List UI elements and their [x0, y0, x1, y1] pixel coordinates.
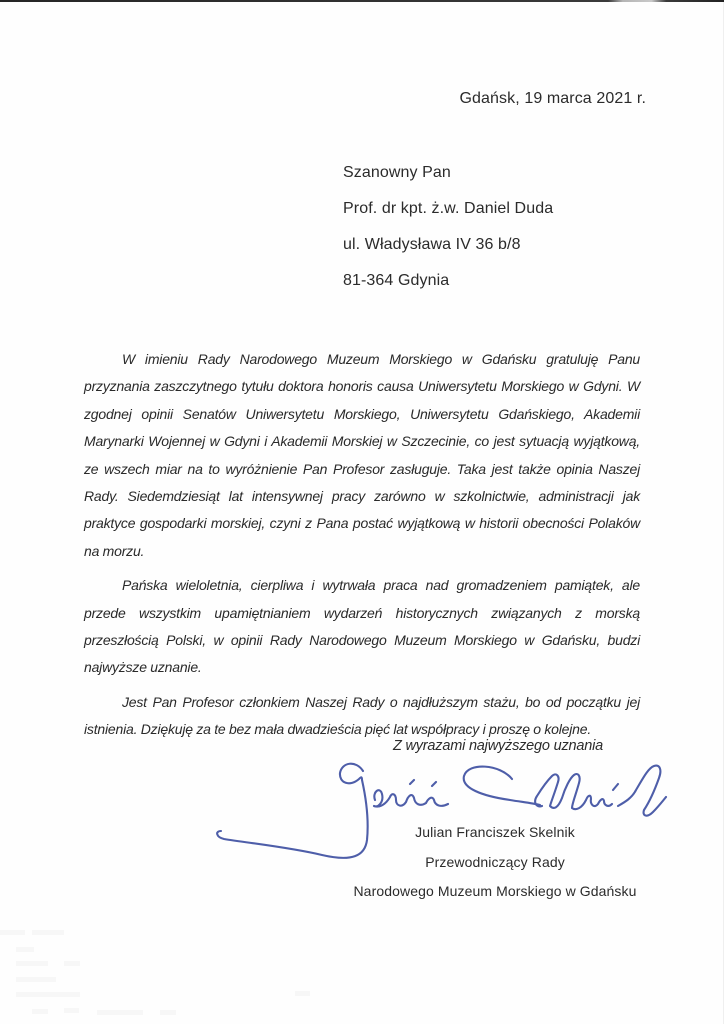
letter-body: [84, 346, 640, 751]
scan-artifact: [16, 947, 34, 952]
letter-paragraph: Jest Pan Profesor członkiem Naszej Rady o najdłuższym stażu, bo od początku jej istnienia. Dziękuję za te bez mała dwadzieścia pięć lat współpracy i proszę o kolejne.: [84, 693, 640, 738]
closing-line: Z wyrazami najwyższego uznania: [393, 738, 603, 754]
signatory-organization: Narodowego Muzeum Morskiego w Gdańsku: [353, 883, 637, 899]
letter-paragraph: Pańska wieloletnia, cierpliwa i wytrwała praca nad gromadzeniem pamiątek, ale przede wszystkim upamiętnianiem wydarzeń historycznych związanych z morską przeszłością Polski, w opinii Rady Narodowego Muzeum Morskiego w Gdańsku, budzi najwyższe uznanie.: [84, 577, 640, 676]
letter-paragraph: W imieniu Rady Narodowego Muzeum Morskiego w Gdańsku gratuluję Panu przyznania zaszczytnego tytułu doktora honoris causa Uniwersytetu Morskiego w Gdyni. W zgodnej opinii Senatów Uniwersytetu Morskiego, Uniwersytetu Gdańskiego, Akademii Marynarki Wojennej w Gdyni i Akademii Morskiej w Szczecinie, co jest sytuacją wyjątkową, ze wszech miar na to wyróżnienie Pan Profesor zasługuje. Taka jest także opinia Naszej Rady. Siedemdziesiąt lat intensywnej pracy zarówno w szkolnictwie, administracji jak praktyce gospodarki morskiej, czyni z Pana postać wyjątkową w historii obecności Polaków na morzu.: [84, 351, 640, 559]
recipient-street: ul. Władysława IV 36 b/8: [343, 236, 521, 253]
scan-top-edge: [0, 0, 724, 2]
recipient-address: [343, 155, 553, 299]
scan-artifact: [64, 1008, 79, 1013]
signature-block: [295, 818, 695, 907]
letter-date: Gdańsk, 19 marca 2021 r.: [459, 90, 646, 107]
scan-artifact: [160, 1010, 176, 1015]
scan-artifact: [32, 930, 64, 935]
signatory-title: Przewodniczący Rady: [425, 853, 565, 870]
scan-artifact: [0, 930, 25, 935]
signatory-name: Julian Franciszek Skelnik: [415, 824, 575, 840]
recipient-name: Prof. dr kpt. ż.w. Daniel Duda: [343, 200, 554, 217]
scan-artifact: [97, 1010, 143, 1015]
scan-artifact: [32, 1009, 48, 1014]
scan-artifact: [16, 992, 80, 997]
scan-artifact: [16, 961, 48, 966]
scan-artifact: [16, 977, 56, 982]
scan-artifact: [64, 961, 80, 966]
recipient-city: 81-364 Gdynia: [343, 272, 450, 289]
scan-artifact: [295, 991, 310, 996]
recipient-salutation: Szanowny Pan: [343, 164, 451, 181]
